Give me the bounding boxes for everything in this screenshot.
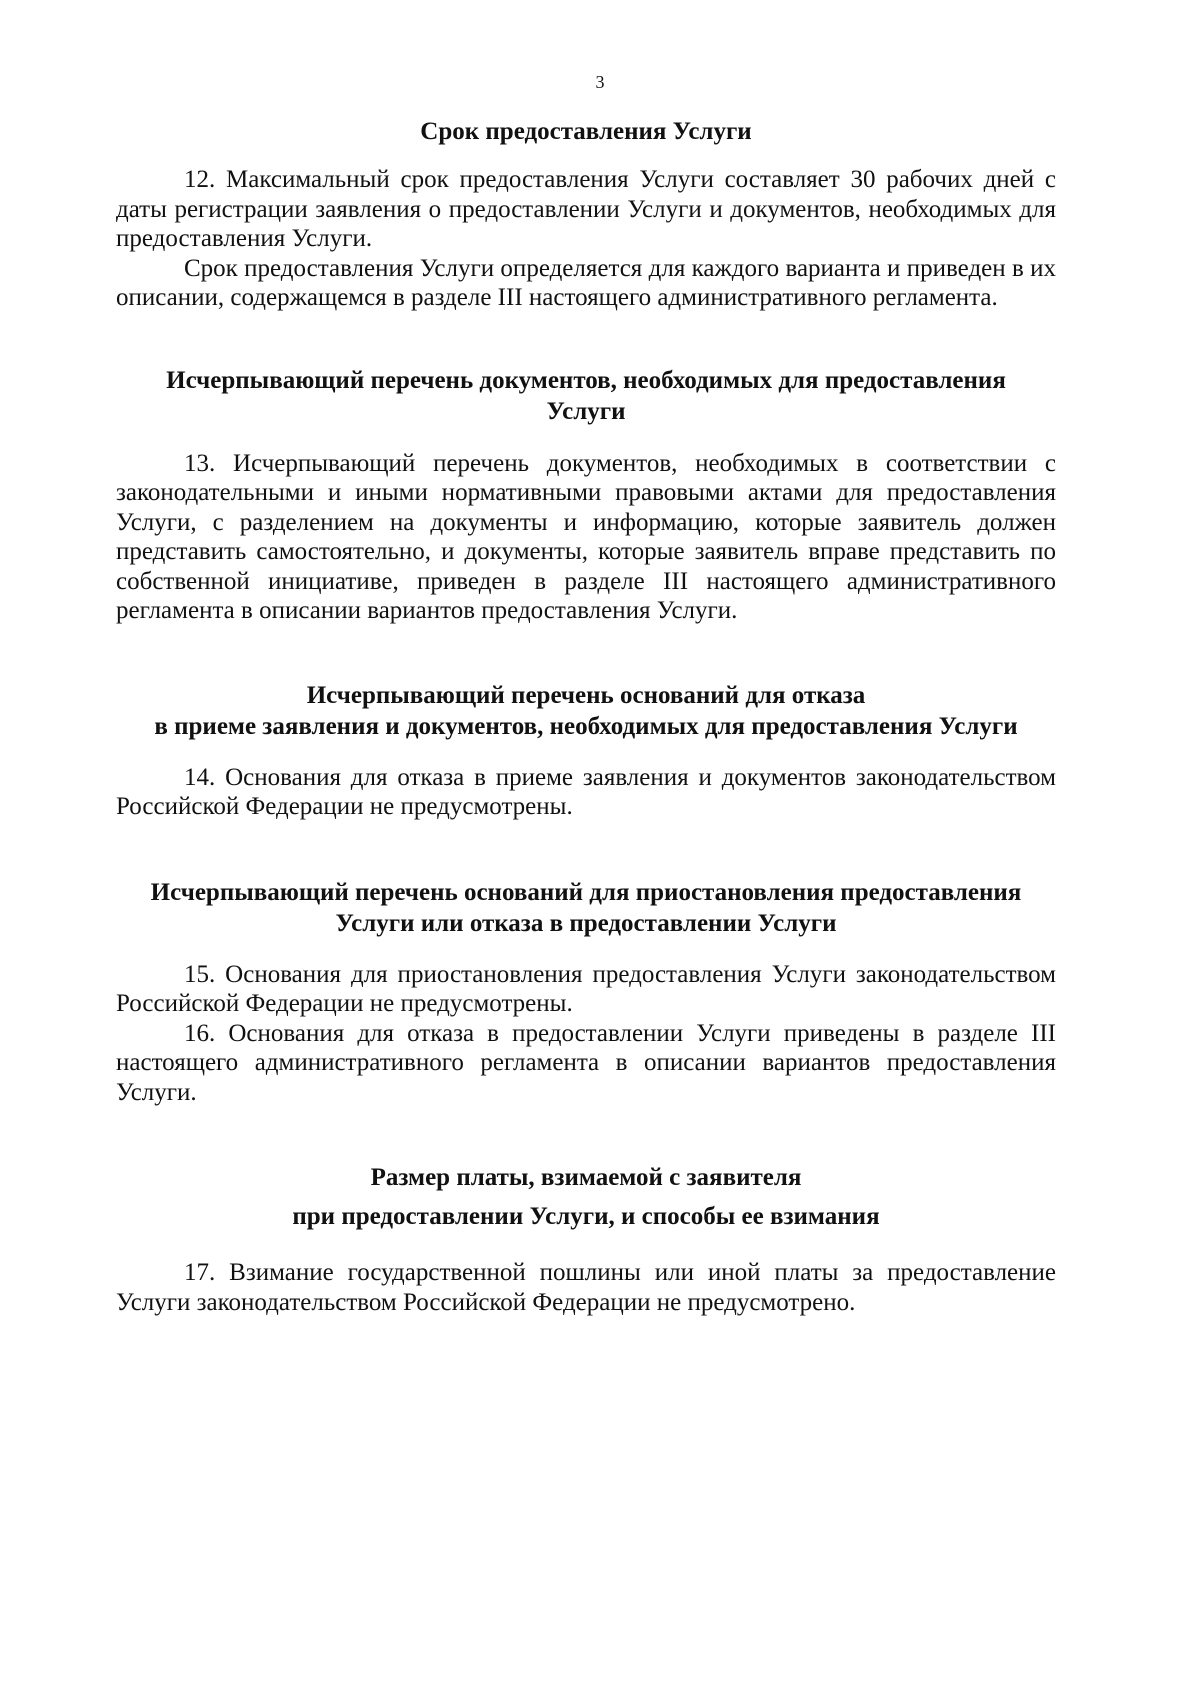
section-heading [116, 1162, 1056, 1232]
paragraph: 14. Основания для отказа в приеме заявления и документов законодательством Российской Федерации не предусмотрены. [116, 763, 1056, 820]
section-service-term [116, 116, 1056, 313]
section-required-documents [116, 365, 1056, 626]
section-heading [116, 116, 1056, 147]
paragraph: Срок предоставления Услуги определяется для каждого варианта и приведен в их описании, содержащемся в разделе III настоящего административного регламента. [116, 254, 1056, 311]
section-fee [116, 1162, 1056, 1317]
heading-line: Срок предоставления Услуги [420, 118, 752, 145]
section-refusal-of-acceptance [116, 680, 1056, 822]
heading-line: при предоставлении Услуги, и способы ее взимания [292, 1203, 880, 1230]
paragraph: 17. Взимание государственной пошлины или иной платы за предоставление Услуги законодательством Российской Федерации не предусмотрено. [116, 1259, 1056, 1316]
section-heading [116, 877, 1056, 939]
paragraph: 16. Основания для отказа в предоставлении Услуги приведены в разделе III настоящего административного регламента в описании вариантов предоставления Услуги. [116, 1019, 1056, 1106]
paragraph: 13. Исчерпывающий перечень документов, необходимых в соответствии с законодательными и иными нормативными правовыми актами для предоставления Услуги, с разделением на документы и информацию, которые заявитель должен представить самостоятельно, и документы, которые заявитель вправе представить по собственной инициативе, приведен в разделе III настоящего административного регламента в описании вариантов предоставления Услуги. [116, 449, 1056, 624]
section-heading [116, 365, 1056, 427]
heading-line: Услуги или отказа в предоставлении Услуги [335, 909, 837, 937]
heading-line: Исчерпывающий перечень документов, необходимых для предоставления [166, 366, 1006, 394]
heading-line: Исчерпывающий перечень оснований для отказа [306, 681, 866, 709]
document-body [116, 116, 1056, 1317]
paragraph: 12. Максимальный срок предоставления Услуги составляет 30 рабочих дней с даты регистрации заявления о предоставлении Услуги и документов, необходимых для предоставления Услуги. [116, 166, 1056, 252]
heading-line: Услуги [546, 397, 626, 425]
page-number: 3 [595, 72, 605, 92]
section-heading [116, 680, 1056, 742]
section-suspension-or-refusal [116, 877, 1056, 1108]
paragraph: 15. Основания для приостановления предоставления Услуги законодательством Российской Федерации не предусмотрены. [116, 960, 1056, 1017]
heading-line: Исчерпывающий перечень оснований для приостановления предоставления [150, 878, 1022, 906]
heading-line: Размер платы, взимаемой с заявителя [370, 1164, 802, 1191]
heading-line: в приеме заявления и документов, необходимых для предоставления Услуги [154, 712, 1018, 740]
